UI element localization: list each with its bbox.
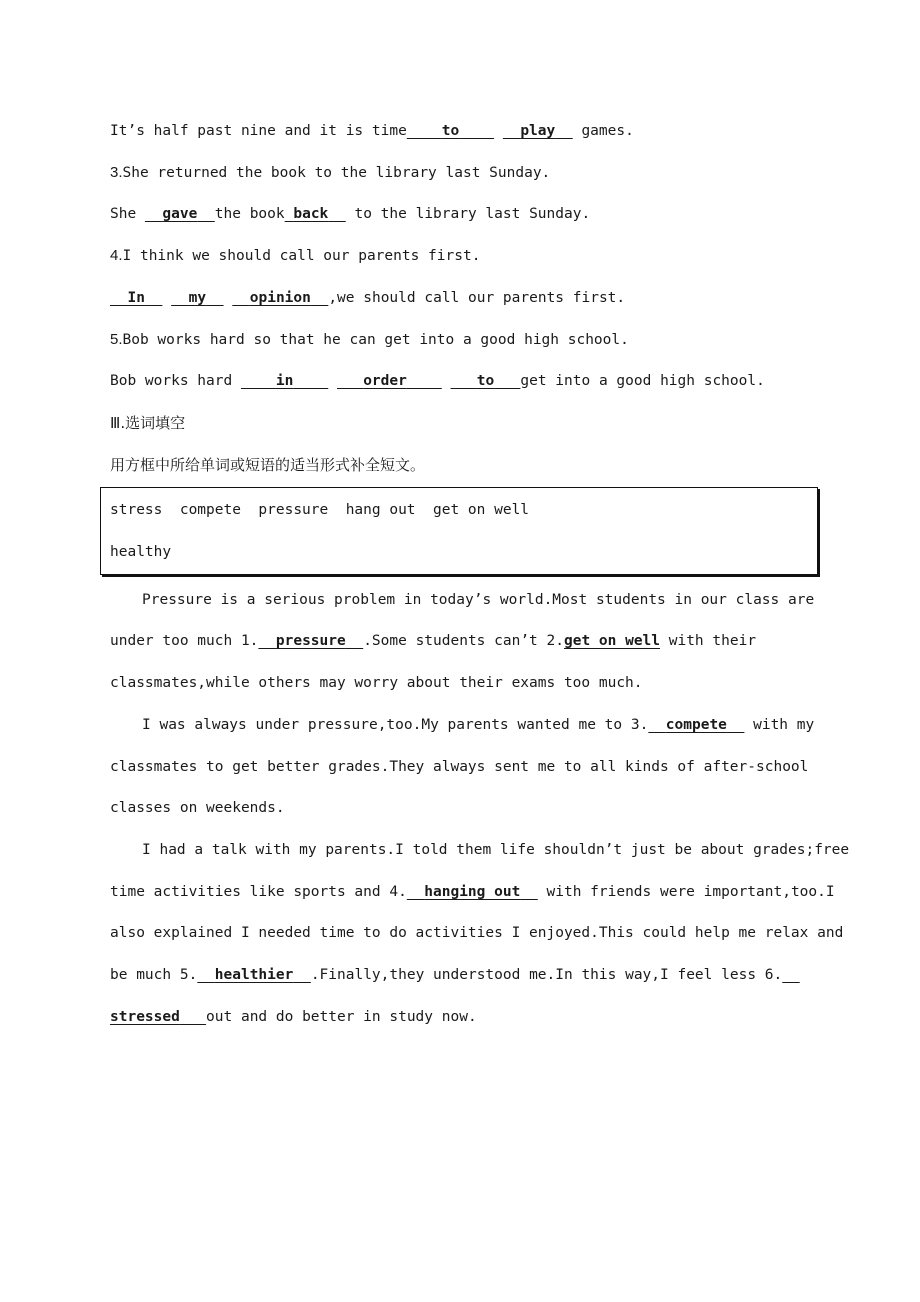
passage-line: Pressure is a serious problem in today’s world.Most students in our class are — [142, 592, 815, 608]
answer-blank: order — [363, 373, 407, 389]
rewrite-line-4-answer: In my opinion ,we should call our parents first. — [127, 290, 626, 306]
question-3: 3.She returned the book to the library last Sunday. — [110, 164, 551, 181]
answer-blank: to — [476, 373, 495, 389]
answer-blank: pressure — [275, 633, 346, 649]
passage-line: I was always under pressure,too.My parents wanted me to 3. compete with my — [142, 717, 815, 733]
passage-line: under too much 1. pressure .Some students can’t 2.get on well with their — [110, 633, 757, 649]
answer-blank: to — [441, 123, 460, 139]
answer-blank: opinion — [249, 290, 311, 306]
section-heading: Ⅲ.选词填空 — [110, 414, 186, 432]
answer-blank: In — [127, 290, 145, 306]
word-box-row: healthy — [110, 544, 172, 560]
word-box-row: stress compete pressure hang out get on well — [110, 502, 530, 518]
answer-blank: in — [275, 373, 294, 389]
rewrite-line-3-answer: She gave the book back to the library last Sunday. — [110, 206, 591, 222]
passage-line: classmates,while others may worry about their exams too much. — [110, 675, 643, 691]
passage-line: time activities like sports and 4. hanging out with friends were important,too.I — [110, 884, 835, 900]
question-4: 4.I think we should call our parents first. — [110, 247, 481, 264]
section-instruction: 用方框中所给单词或短语的适当形式补全短文。 — [110, 456, 426, 474]
answer-blank: compete — [665, 717, 727, 733]
rewrite-line-5-answer: Bob works hard in order to get into a good high school. — [110, 373, 765, 389]
answer-blank: my — [188, 290, 207, 306]
answer-blank: back — [293, 206, 329, 222]
word-box — [100, 487, 818, 575]
passage-line: be much 5. healthier .Finally,they understood me.In this way,I feel less 6. — [110, 967, 783, 983]
question-5: 5.Bob works hard so that he can get into a good high school. — [110, 331, 629, 348]
answer-blank: stressed — [110, 1009, 180, 1025]
answer-blank: play — [520, 123, 556, 139]
passage-line: classes on weekends. — [110, 800, 285, 816]
passage-line: also explained I needed time to do activities I enjoyed.This could help me relax and — [110, 925, 844, 941]
passage-line: stressed out and do better in study now. — [110, 1009, 477, 1025]
passage-line: classmates to get better grades.They always sent me to all kinds of after-school — [110, 759, 809, 775]
answer-blank: get on well — [563, 633, 661, 649]
answer-blank: hanging out — [424, 884, 521, 900]
passage-line: I had a talk with my parents.I told them life shouldn’t just be about grades;free — [142, 842, 850, 858]
answer-blank: gave — [162, 206, 198, 222]
answer-blank: healthier — [214, 967, 294, 983]
rewrite-line-2-answer: It’s half past nine and it is time to play games. — [110, 123, 634, 139]
